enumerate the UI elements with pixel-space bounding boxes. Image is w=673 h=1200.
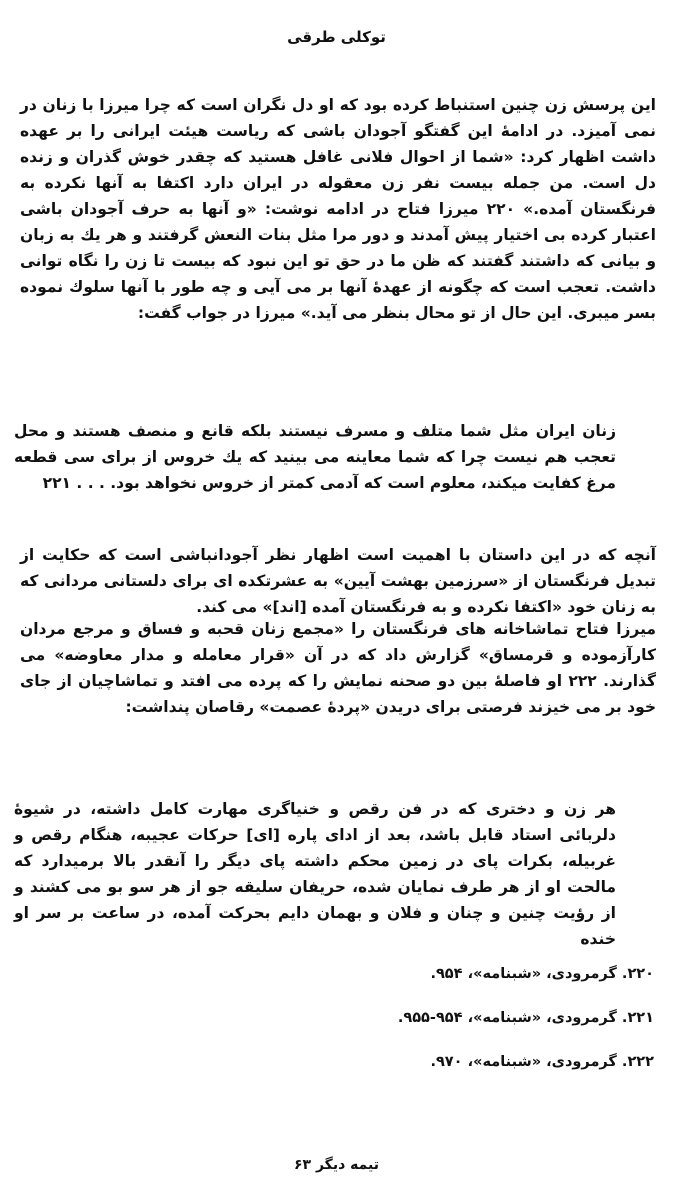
footnote-220: ۲۲۰. گرمرودی، «شبنامه»، ۹۵۴. <box>430 966 654 982</box>
block-quote-1: زنان ایران مثل شما متلف و مسرف نیستند بلکه قانع و منصف هستند و محل تعجب هم نیست چرا که شما معاینه می بینید که یك خروس از برای سی قطعه مرغ کفایت میکند، معلوم است که آدمی کمتر از خروس نخواهد بود. . . . ۲۲۱ <box>14 422 616 492</box>
body-paragraph-3: میرزا فتاح تماشاخانه های فرنگستان را «مجمع زنان قحبه و فساق و مرجع مردان کارآزموده و قرمساق» گزارش داد که در آن «قرار معامله و مدار معاوضه» می گذارند. ۲۲۲ او فاصلهٔ بین دو صحنه نمایش را که پرده می افتد و تماشاچیان از جای خود بر می خیزند فرصتی برای دریدن «پردهٔ عصمت» رقاصان پنداشت: <box>20 620 656 716</box>
body-paragraph-1: این پرسش زن چنین استنباط کرده بود که او دل نگران است که چرا میرزا با زنان در نمی آمیزد. در ادامهٔ این گفتگو آجودان باشی که ریاست هیئت ایرانی را بر عهده داشت اظهار کرد: «شما از احوال فلانی غافل هستید که چقدر خوش گذران و زنده دل است. من جمله بیست نفر زن معقوله در ایران دارد اکتفا به آنها نکرده به فرنگستان آمده.» ۲۲۰ میرزا فتاح در ادامه نوشت: «و آنها به حرف آجودان باشی اعتبار کرده بی اختیار پیش آمدند و دور مرا مثل بنات النعش گرفتند و هر یك به زبان و بیانی که داشتند گفتند که ظن ما در حق تو این نبود که بیست تا زن را نگاه توانی داشت. تعجب است که چگونه از عهدهٔ آنها بر می آیی و چه طور با آنها سلوك نموده بسر میبری. این حال از تو محال بنظر می آید.» میرزا در جواب گفت: <box>20 96 656 322</box>
footnote-222: ۲۲۲. گرمرودی، «شبنامه»، ۹۷۰. <box>430 1054 654 1070</box>
footnote-221: ۲۲۱. گرمرودی، «شبنامه»، ۹۵۴-۹۵۵. <box>397 1010 654 1026</box>
page-folio: تیمه دیگر ۶۳ <box>294 1157 379 1173</box>
running-title: توکلی طرقی <box>287 28 386 46</box>
body-paragraph-2: آنچه که در این داستان با اهمیت است اظهار نظر آجودانباشی است که حکایت از تبدیل فرنگستان از «سرزمین بهشت آیین» به عشرتکده ای برای دلستانی مردانی که به زنان خود «اکتفا نکرده و به فرنگستان آمده [اند]» می کند. <box>20 546 656 616</box>
block-quote-2: هر زن و دختری که در فن رقص و خنیاگری مهارت کامل داشته، در شیوهٔ دلربائی استاد قابل باشد، بعد از ادای پاره [ای] حرکات عجیبه، هنگام رقص و غربیله، بکرات پای در زمین محکم داشته پای دیگر را آنقدر بالا برمیدارد که مالحت او از هر طرف نمایان شده، حریفان سلیقه جو از هر سو بو می کشند و از رؤیت چنین و چنان و فلان و بهمان دایم بحرکت آمده، در ساعت بر سر او خنده <box>14 800 616 948</box>
